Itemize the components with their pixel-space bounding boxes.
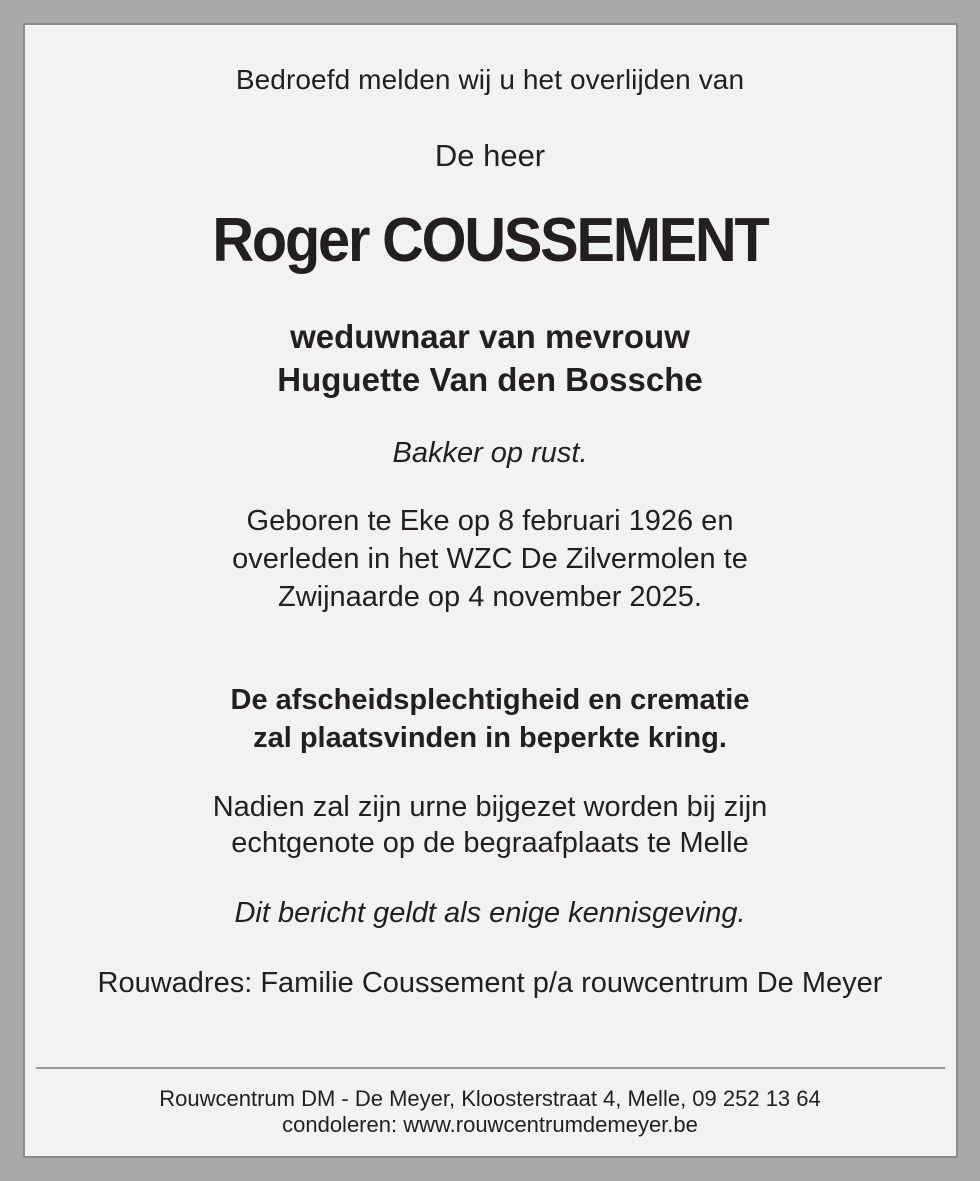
- mourning-address: Rouwadres: Familie Coussement p/a rouwcentrum De Meyer: [97, 967, 883, 999]
- occupation: Bakker op rust.: [392, 437, 588, 469]
- spouse-line-1: weduwnaar van mevrouw: [290, 318, 690, 355]
- ceremony-line-1: De afscheidsplechtigheid en crematie: [230, 684, 750, 716]
- birth-death-line-3: Zwijnaarde op 4 november 2025.: [278, 581, 702, 613]
- urn-line-1: Nadien zal zijn urne bijgezet worden bij zijn: [212, 791, 768, 823]
- notice-text: Dit bericht geldt als enige kennisgeving.: [234, 897, 746, 929]
- condolences-link[interactable]: condoleren: www.rouwcentrumdemeyer.be: [282, 1112, 698, 1137]
- funeral-home-info: Rouwcentrum DM - De Meyer, Kloosterstraat 4, Melle, 09 252 13 64: [159, 1086, 821, 1111]
- ceremony-line-2: zal plaatsvinden in beperkte kring.: [253, 722, 727, 754]
- urn-line-2: echtgenote op de begraafplaats te Melle: [231, 827, 749, 859]
- intro-text: Bedroefd melden wij u het overlijden van: [235, 64, 745, 95]
- spouse-line-2: Huguette Van den Bossche: [277, 361, 703, 398]
- birth-death-line-2: overleden in het WZC De Zilvermolen te: [232, 543, 748, 575]
- footer-divider: [36, 1067, 945, 1069]
- deceased-name: Roger COUSSEMENT: [212, 206, 768, 275]
- honorific: De heer: [434, 138, 546, 173]
- birth-death-line-1: Geboren te Eke op 8 februari 1926 en: [246, 505, 734, 537]
